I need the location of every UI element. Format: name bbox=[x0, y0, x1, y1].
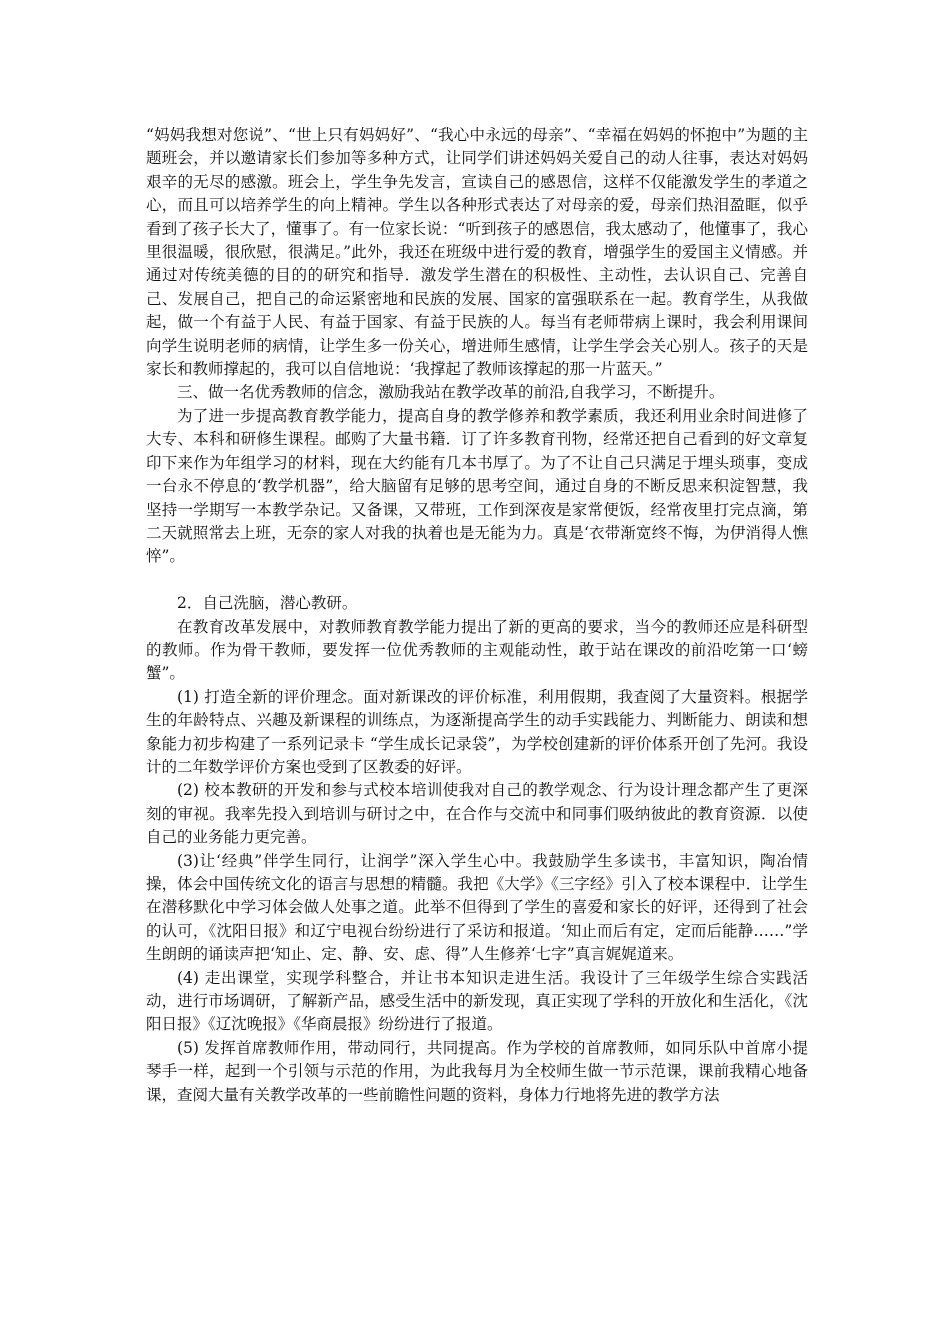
list-item-5-chief-teacher: (5) 发挥首席教师作用，带动同行，共同提高。作为学校的首席教师，如同乐队中首席小提琴手一样，起到一个引领与示范的作用，为此我每月为全校师生做一节示范课，课前我精心地备课，查阅大量有关教学改革的一些前瞻性问题的资料，身体力行地将先进的教学方法 bbox=[146, 1038, 808, 1104]
list-item-3-classics: (3)让‘经典”伴学生同行，让润学”深入学生心中。我鼓励学生多读书，丰富知识，陶冶情操，体会中国传统文化的语言与思想的精髓。我把《大学》《三字经》引入了校本课程中．让学生在潜移默化中学习体会做人处事之道。此举不但得到了学生的喜爱和家长的好评，还得到了社会的认可，《沈阳日报》和辽宁电视台纷纷进行了采访和报道。‘知止而后有定，定而后能静……”学生朗朗的诵读声把‘知止、定、静、安、虑、得”人生修养‘七字”真言娓娓道来。 bbox=[146, 851, 808, 964]
list-item-4-practice: (4) 走出课堂，实现学科整合，并让书本知识走进生活。我设计了三年级学生综合实践活动，进行市场调研，了解新产品，感受生活中的新发现，真正实现了学科的开放化和生活化，《沈阳日报》《辽沈晚报》《华商晨报》纷纷进行了报道。 bbox=[146, 968, 808, 1034]
paragraph-self-study: 为了进一步提高教育教学能力，提高自身的教学修养和教学素质，我还利用业余时间进修了大专、本科和研修生课程。邮购了大量书籍．订了许多教育刊物，经常还把自己看到的好文章复印下来作为年组学习的材料，现在大约能有几本书厚了。为了不让自己只满足于埋头琐事，变成一台永不停息的‘教学机器”，给大脑留有足够的思考空间，通过自身的不断反思来积淀智慧，我坚持一学期写一本教学杂记。又备课，又带班，工作到深夜是家常便饭，经常夜里打完点滴，第二天就照常去上班，无奈的家人对我的执着也是无能为力。真是‘衣带渐宽终不悔，为伊消得人憔悴”。 bbox=[146, 406, 808, 566]
paragraph-mothers-day-class-meeting: “妈妈我想对您说”、“世上只有妈妈好”、“我心中永远的母亲”、“幸福在妈妈的怀抱中”为题的主题班会，并以邀请家长们参加等多种方式，让同学们讲述妈妈关爱自己的动人往事，表达对妈妈艰辛的无尽的感激。班会上，学生争先发言，宣读自己的感恩信，这样不仅能激发学生的孝道之心，而且可以培养学生的向上精神。学生以各种形式表达了对母亲的爱，母亲们热泪盈眶，似乎看到了孩子长大了，懂事了。有一位家长说：“听到孩子的感恩信，我太感动了，他懂事了，我心里很温暖，很欣慰，很满足。”此外，我还在班级中进行爱的教育，增强学生的爱国主义情感。并通过对传统美德的目的的研究和指导．激发学生潜在的积极性、主动性，去认识自己、完善自己、发展自己，把自己的命运紧密地和民族的发展、国家的富强联系在一起。教育学生，从我做起，做一个有益于人民、有益于国家、有益于民族的人。每当有老师带病上课时，我会利用课间向学生说明老师的病情，让学生多一份关心，增进师生感情，让学生学会关心别人。孩子的天是家长和教师撑起的，我可以自信地说：‘我撑起了教师该撑起的那一片蓝天。” bbox=[146, 126, 808, 379]
subheading-two: 2．自己洗脑，潜心教研。 bbox=[177, 594, 358, 613]
document-page bbox=[146, 124, 808, 1107]
list-item-1-evaluation: (1) 打造全新的评价理念。面对新课改的评价标准，利用假期，我查阅了大量资料。根据学生的年龄特点、兴趣及新课程的训练点，为逐渐提高学生的动手实践能力、判断能力、朗读和想象能力初步构建了一系列记录卡 “学生成长记录袋”，为学校创建新的评价体系开创了先河。我设计的二年数学评价方案也受到了区教委的好评。 bbox=[146, 687, 808, 776]
paragraph-research-teacher: 在教育改革发展中，对教师教育教学能力提出了新的更高的要求，当今的教师还应是科研型的教师。作为骨干教师，要发挥一位优秀教师的主观能动性，敢于站在课改的前沿吃第一口‘螃蟹”。 bbox=[146, 617, 808, 683]
list-item-2-school-research: (2) 校本教研的开发和参与式校本培训使我对自己的教学观念、行为设计理念都产生了更深刻的审视。我率先投入到培训与研讨之中，在合作与交流中和同事们吸纳彼此的教育资源．以使自己的业务能力更完善。 bbox=[146, 781, 808, 847]
section-heading-three: 三、做一名优秀教师的信念，激励我站在教学改革的前沿,自我学习，不断提升。 bbox=[177, 383, 725, 402]
